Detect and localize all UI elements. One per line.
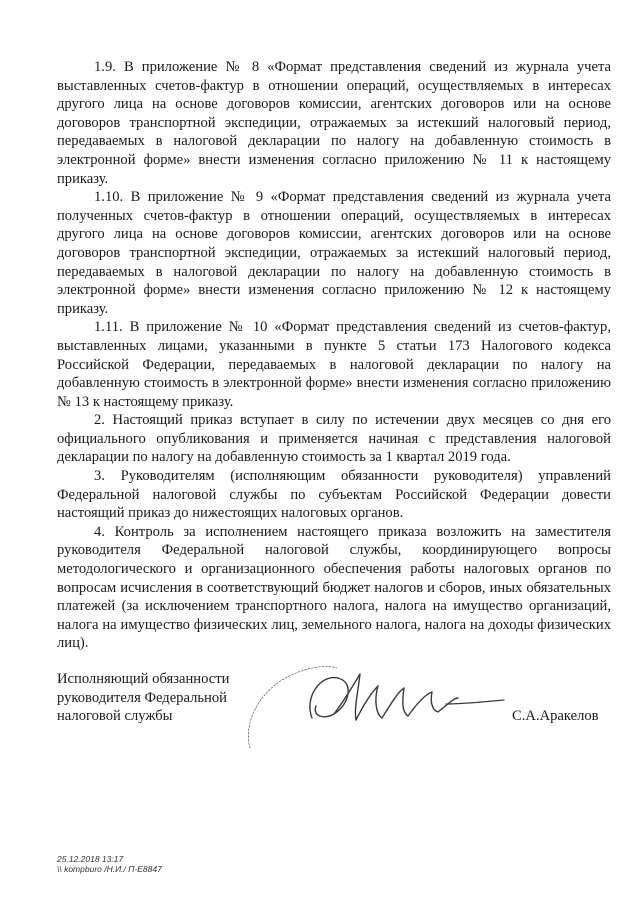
signatory-name: С.А.Аракелов [512, 708, 599, 724]
paragraph-2: 2. Настоящий приказ вступает в силу по истечении двух месяцев со дня его официального опубликования и применяется начиная с представления налоговой декларации по налогу на добавленную стоимость за 1 квартал 2019 года. [57, 412, 611, 466]
handwritten-signature [242, 658, 522, 758]
document-path: \\ kompburo /Н.И./ П-Е8847 [57, 864, 162, 874]
document-body [57, 58, 611, 653]
paragraph-1-9: 1.9. В приложение № 8 «Формат представления сведений из журнала учета выставленных счетов-фактур в отношении операций, осуществляемых в интересах другого лица на основе договоров комиссии, агентских договоров или на основе договоров транспортной экспедиции, отражаемых за истекший налоговый период, передаваемых в налоговой декларации по налогу на добавленную стоимость в электронной форме» внести изменения согласно приложению № 11 к настоящему приказу. [57, 59, 611, 187]
paragraph-1-10: 1.10. В приложение № 9 «Формат представления сведений из журнала учета полученных счетов-фактур в отношении операций, осуществляемых в интересах другого лица на основе договоров комиссии, агентских договоров или на основе договоров транспортной экспедиции, отражаемых за истекший налоговый период, передаваемых в налоговой декларации по налогу на добавленную стоимость в электронной форме» внести изменения согласно приложению № 12 к настоящему приказу. [57, 189, 611, 317]
signatory-position: Исполняющий обязанности руководителя Федеральной налоговой службы [57, 671, 230, 725]
signature-block [57, 670, 617, 770]
print-footer [57, 854, 162, 874]
print-timestamp: 25.12.2018 13:17 [57, 854, 124, 864]
paragraph-1-11: 1.11. В приложение № 10 «Формат представления сведений из счетов-фактур, выставленных лицами, указанными в пункте 5 статьи 173 Налогового кодекса Российской Федерации, передаваемых в налоговой декларации по налогу на добавленную стоимость в электронной форме» внести изменения согласно приложению № 13 к настоящему приказу. [57, 319, 611, 410]
paragraph-3: 3. Руководителям (исполняющим обязанности руководителя) управлений Федеральной налоговой службы по субъектам Российской Федерации довести настоящий приказ до нижестоящих налоговых органов. [57, 468, 611, 522]
paragraph-4: 4. Контроль за исполнением настоящего приказа возложить на заместителя руководителя Федеральной налоговой службы, координирующего вопросы методологического и организационного обеспечения работы налоговых органов по вопросам исчисления в соответствующий бюджет налогов и сборов, иных обязательных платежей (за исключением транспортного налога, налога на имущество организаций, налога на имущество физических лиц, земельного налога, налога на доходы физических лиц). [57, 523, 611, 652]
